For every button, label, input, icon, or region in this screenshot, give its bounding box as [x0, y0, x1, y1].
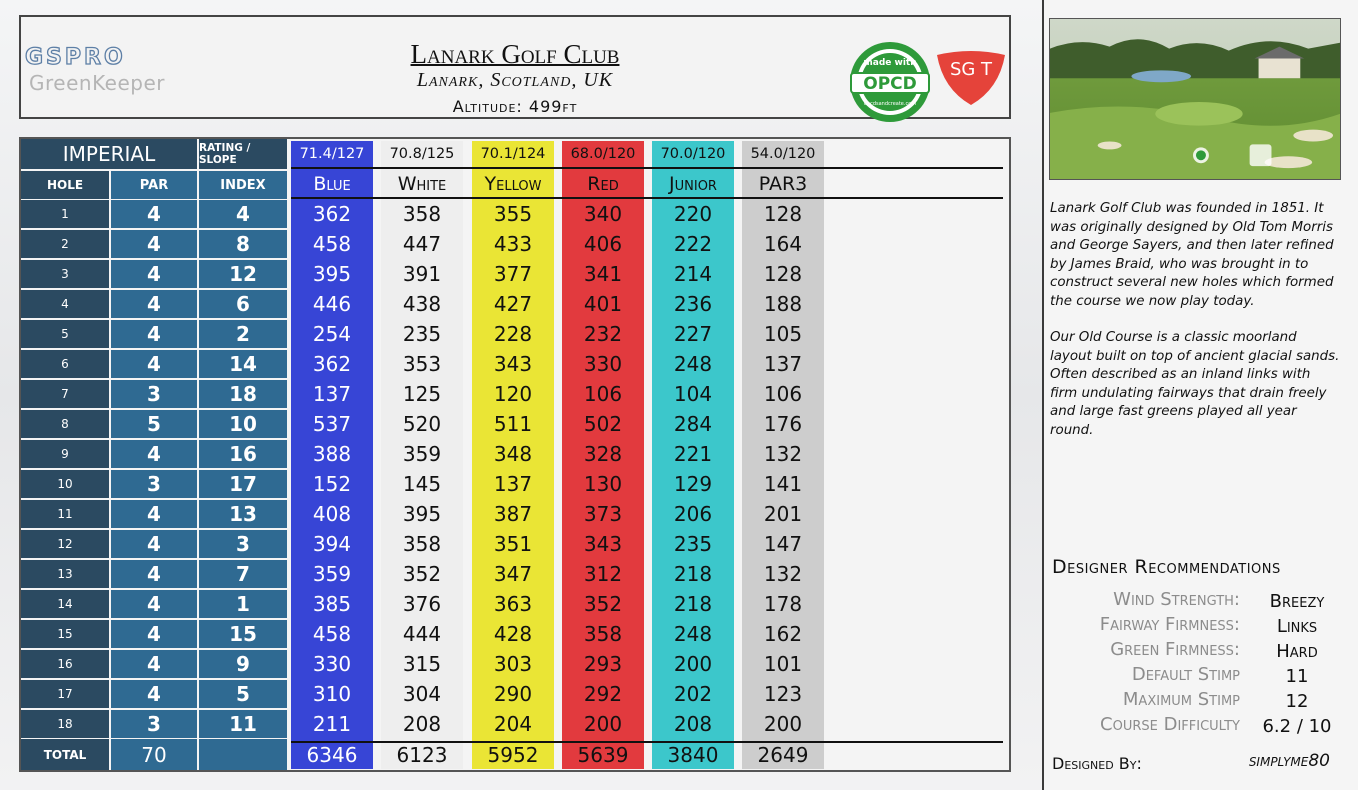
- tee-yardage: 208: [402, 712, 442, 736]
- hole-par: 4: [111, 260, 197, 288]
- tee-yardage: 458: [312, 232, 352, 256]
- tee-total-yardage: 2649: [757, 743, 809, 767]
- hole-par: 4: [111, 350, 197, 378]
- description-paragraph-1: Lanark Golf Club was founded in 1851. It was originally designed by Old Tom Morris and George Sayers, and then later refined by James Braid, who was brought in to construct several new holes which formed the course we now play today.: [1050, 201, 1334, 309]
- tee-yardage: 130: [583, 472, 623, 496]
- tee-yardage: 358: [402, 202, 442, 226]
- tee-yardage: 218: [673, 592, 713, 616]
- tee-yardage: 340: [583, 202, 623, 226]
- course-altitude: Altitude: 499ft: [452, 97, 578, 116]
- hole-number: 3: [21, 260, 109, 288]
- tee-name: Blue: [313, 173, 351, 195]
- hole-number: 8: [21, 410, 109, 438]
- tee-yardage: 362: [312, 202, 352, 226]
- tee-name: White: [397, 173, 447, 195]
- sgt-logo-text: SG T: [949, 59, 993, 80]
- opcd-badge-top: made with: [863, 58, 917, 68]
- tee-yardage: 358: [402, 532, 442, 556]
- hole-number: 9: [21, 440, 109, 468]
- tee-rating-slope: 70.1/124: [472, 141, 554, 167]
- hole-par: 4: [111, 320, 197, 348]
- tee-yardage: 520: [402, 412, 442, 436]
- tee-yardage: 330: [312, 652, 352, 676]
- hole-index: 15: [199, 620, 287, 648]
- tee-yardage: 128: [763, 262, 803, 286]
- tee-yardage: 328: [583, 442, 623, 466]
- tee-yardage: 164: [763, 232, 803, 256]
- tee-yardage: 355: [493, 202, 533, 226]
- hole-par: 3: [111, 380, 197, 408]
- opcd-badge-icon: [847, 39, 933, 125]
- hole-index: 14: [199, 350, 287, 378]
- tee-name: Junior: [669, 173, 717, 195]
- greenkeeper-logo-text: GreenKeeper: [29, 71, 166, 95]
- tee-yardage: 388: [312, 442, 352, 466]
- hole-number: 15: [21, 620, 109, 648]
- hole-par: 4: [111, 530, 197, 558]
- hole-number: 5: [21, 320, 109, 348]
- tee-yardage: 235: [402, 322, 442, 346]
- tee-yardage: 221: [673, 442, 713, 466]
- hole-par: 4: [111, 200, 197, 228]
- tee-name: Yellow: [484, 173, 542, 195]
- tee-yardage: 248: [673, 622, 713, 646]
- course-preview-image: [1049, 18, 1341, 180]
- tee-yardage: 352: [402, 562, 442, 586]
- hole-number: 10: [21, 470, 109, 498]
- hole-index: 10: [199, 410, 287, 438]
- recommendation-value: Links: [1276, 616, 1318, 637]
- tee-yardage: 211: [312, 712, 352, 736]
- par-header: PAR: [111, 171, 197, 199]
- recommendations-title: Designer Recommendations: [1052, 556, 1281, 578]
- tee-yardage: 376: [402, 592, 442, 616]
- tee-yardage: 200: [583, 712, 623, 736]
- total-label: TOTAL: [21, 739, 109, 770]
- tee-yardage: 128: [763, 202, 803, 226]
- tee-yardage: 235: [673, 532, 713, 556]
- tee-total-yardage: 6346: [306, 743, 358, 767]
- hole-index: 12: [199, 260, 287, 288]
- tee-total-yardage: 5952: [487, 743, 539, 767]
- tee-yardage: 377: [493, 262, 533, 286]
- hole-index: 3: [199, 530, 287, 558]
- tee-yardage: 200: [763, 712, 803, 736]
- tee-yardage: 447: [402, 232, 442, 256]
- tee-yardage: 202: [673, 682, 713, 706]
- tee-yardage: 408: [312, 502, 352, 526]
- tee-yardage: 129: [673, 472, 713, 496]
- tee-header-bottom-line: [291, 197, 1003, 199]
- course-info-panel: [1042, 0, 1358, 790]
- recommendation-value: Breezy: [1269, 591, 1325, 612]
- tee-yardage: 220: [673, 202, 713, 226]
- tee-yardage: 201: [763, 502, 803, 526]
- tee-yardage: 351: [493, 532, 533, 556]
- tee-column: [562, 169, 644, 769]
- tee-yardage: 208: [673, 712, 713, 736]
- hole-par: 4: [111, 650, 197, 678]
- tee-yardage: 222: [673, 232, 713, 256]
- hole-par: 4: [111, 590, 197, 618]
- tee-yardage: 446: [312, 292, 352, 316]
- hole-par: 4: [111, 560, 197, 588]
- hole-par: 4: [111, 440, 197, 468]
- hole-number: 7: [21, 380, 109, 408]
- tee-total-yardage: 5639: [577, 743, 629, 767]
- tee-yardage: 537: [312, 412, 352, 436]
- gspro-logo: GSPRO: [25, 45, 126, 70]
- hole-index: 18: [199, 380, 287, 408]
- tee-yardage: 427: [493, 292, 533, 316]
- hole-index: 4: [199, 200, 287, 228]
- tee-total-yardage: 3840: [667, 743, 719, 767]
- tee-column: [381, 169, 463, 769]
- tee-column: [291, 169, 373, 769]
- hole-number: 11: [21, 500, 109, 528]
- tee-yardage: 227: [673, 322, 713, 346]
- tee-yardage: 137: [493, 472, 533, 496]
- tee-yardage: 293: [583, 652, 623, 676]
- tee-yardage: 347: [493, 562, 533, 586]
- tee-yardage: 428: [493, 622, 533, 646]
- tee-yardage: 125: [402, 382, 442, 406]
- hole-index: 8: [199, 230, 287, 258]
- tee-yardage: 362: [312, 352, 352, 376]
- tee-yardage: 254: [312, 322, 352, 346]
- tee-yardage: 204: [493, 712, 533, 736]
- tee-header-top-line: [291, 167, 1003, 169]
- recommendation-label: Fairway Firmness:: [1099, 614, 1240, 635]
- opcd-badge-url: opcdsandcreate.com: [863, 101, 917, 107]
- tee-column: [652, 169, 734, 769]
- tee-yardage: 290: [493, 682, 533, 706]
- hole-par: 4: [111, 230, 197, 258]
- tee-yardage: 105: [763, 322, 803, 346]
- description-paragraph-2: Our Old Course is a classic moorland layout built on top of ancient glacial sands. Often described as an inland links with firm undulating fairways that drain freely and large fast greens played all year round.: [1050, 330, 1340, 438]
- tee-column: [742, 169, 824, 769]
- recommendation-label: Course Difficulty: [1100, 714, 1240, 735]
- tee-rating-slope: 68.0/120: [562, 141, 644, 167]
- recommendation-label: Wind Strength:: [1113, 589, 1240, 610]
- tee-yardage: 284: [673, 412, 713, 436]
- tee-rating-slope: 54.0/120: [742, 141, 824, 167]
- tee-yardage: 353: [402, 352, 442, 376]
- course-title: Lanark Golf Club: [410, 39, 620, 69]
- tee-yardage: 141: [763, 472, 803, 496]
- tee-yardage: 511: [493, 412, 533, 436]
- tee-yardage: 312: [583, 562, 623, 586]
- hole-number: 6: [21, 350, 109, 378]
- course-description: [1050, 200, 1340, 458]
- tee-yardage: 391: [402, 262, 442, 286]
- hole-par: 5: [111, 410, 197, 438]
- tee-rating-slope: 70.8/125: [381, 141, 463, 167]
- hole-par: 4: [111, 680, 197, 708]
- hole-index: 2: [199, 320, 287, 348]
- tee-yardage: 401: [583, 292, 623, 316]
- hole-index: 11: [199, 710, 287, 738]
- hole-header: HOLE: [21, 171, 109, 199]
- hole-index: 17: [199, 470, 287, 498]
- tee-total-yardage: 6123: [396, 743, 448, 767]
- scorecard-table: [19, 137, 1011, 772]
- tee-yardage: 101: [763, 652, 803, 676]
- hole-index: 5: [199, 680, 287, 708]
- tee-yardage: 303: [493, 652, 533, 676]
- tee-yardage: 359: [312, 562, 352, 586]
- tee-yardage: 292: [583, 682, 623, 706]
- tee-yardage: 343: [493, 352, 533, 376]
- tee-yardage: 387: [493, 502, 533, 526]
- index-header: INDEX: [199, 171, 287, 199]
- tee-yardage: 394: [312, 532, 352, 556]
- tee-yardage: 176: [763, 412, 803, 436]
- tee-yardage: 363: [493, 592, 533, 616]
- designer-name: simplyme80: [1248, 751, 1330, 771]
- tee-yardage: 341: [583, 262, 623, 286]
- tee-yardage: 123: [763, 682, 803, 706]
- tee-yardage: 406: [583, 232, 623, 256]
- tee-yardage: 132: [763, 562, 803, 586]
- tee-yardage: 315: [402, 652, 442, 676]
- sgt-logo-icon: [935, 49, 1007, 107]
- recommendation-value: Hard: [1276, 641, 1318, 662]
- tee-yardage: 106: [583, 382, 623, 406]
- hole-number: 17: [21, 680, 109, 708]
- hole-index: 13: [199, 500, 287, 528]
- tee-yardage: 236: [673, 292, 713, 316]
- tee-yardage: 358: [583, 622, 623, 646]
- tee-yardage: 310: [312, 682, 352, 706]
- recommendation-value: 11: [1285, 666, 1309, 687]
- tee-rating-slope: 70.0/120: [652, 141, 734, 167]
- tee-yardage: 132: [763, 442, 803, 466]
- tee-yardage: 188: [763, 292, 803, 316]
- hole-number: 1: [21, 200, 109, 228]
- tee-yardage: 373: [583, 502, 623, 526]
- tee-yardage: 502: [583, 412, 623, 436]
- rating-slope-label: RATING / SLOPE: [199, 139, 287, 169]
- recommendation-label: Maximum Stimp: [1122, 689, 1240, 710]
- hole-number: 14: [21, 590, 109, 618]
- hole-index: 7: [199, 560, 287, 588]
- tee-yardage: 232: [583, 322, 623, 346]
- hole-number: 16: [21, 650, 109, 678]
- tee-yardage: 120: [493, 382, 533, 406]
- tee-yardage: 152: [312, 472, 352, 496]
- tee-yardage: 385: [312, 592, 352, 616]
- hole-index: 1: [199, 590, 287, 618]
- tee-yardage: 248: [673, 352, 713, 376]
- hole-number: 12: [21, 530, 109, 558]
- course-location: Lanark, Scotland, UK: [416, 69, 614, 91]
- hole-par: 4: [111, 620, 197, 648]
- tee-yardage: 178: [763, 592, 803, 616]
- recommendation-value: 12: [1285, 691, 1309, 712]
- hole-number: 13: [21, 560, 109, 588]
- tee-yardage: 137: [312, 382, 352, 406]
- tee-yardage: 218: [673, 562, 713, 586]
- course-header: [19, 15, 1011, 119]
- tee-yardage: 458: [312, 622, 352, 646]
- opcd-badge-main: OPCD: [863, 74, 917, 94]
- hole-number: 18: [21, 710, 109, 738]
- designed-by-label: Designed By:: [1052, 754, 1142, 773]
- tee-yardage: 106: [763, 382, 803, 406]
- tee-yardage: 444: [402, 622, 442, 646]
- hole-index: 6: [199, 290, 287, 318]
- tee-yardage: 395: [402, 502, 442, 526]
- tee-yardage: 330: [583, 352, 623, 376]
- tee-yardage: 348: [493, 442, 533, 466]
- tee-yardage: 438: [402, 292, 442, 316]
- tee-yardage: 206: [673, 502, 713, 526]
- hole-index: 16: [199, 440, 287, 468]
- tee-yardage: 433: [493, 232, 533, 256]
- hole-index: 9: [199, 650, 287, 678]
- tee-yardage: 162: [763, 622, 803, 646]
- total-top-line: [291, 741, 1003, 743]
- hole-par: 4: [111, 290, 197, 318]
- hole-par: 3: [111, 710, 197, 738]
- tee-yardage: 104: [673, 382, 713, 406]
- tee-yardage: 147: [763, 532, 803, 556]
- tee-column: [472, 169, 554, 769]
- recommendation-label: Green Firmness:: [1110, 639, 1240, 660]
- total-par: 70: [111, 739, 197, 770]
- tee-yardage: 352: [583, 592, 623, 616]
- tee-name: PAR3: [758, 173, 808, 195]
- tee-yardage: 304: [402, 682, 442, 706]
- recommendation-value: 6.2 / 10: [1262, 716, 1332, 737]
- tee-yardage: 228: [493, 322, 533, 346]
- tee-yardage: 200: [673, 652, 713, 676]
- tee-yardage: 395: [312, 262, 352, 286]
- hole-par: 3: [111, 470, 197, 498]
- tee-yardage: 359: [402, 442, 442, 466]
- unit-label: IMPERIAL: [21, 139, 197, 169]
- hole-number: 4: [21, 290, 109, 318]
- recommendation-label: Default Stimp: [1131, 664, 1240, 685]
- tee-rating-slope: 71.4/127: [291, 141, 373, 167]
- hole-par: 4: [111, 500, 197, 528]
- tee-yardage: 137: [763, 352, 803, 376]
- tee-yardage: 343: [583, 532, 623, 556]
- hole-number: 2: [21, 230, 109, 258]
- tee-name: Red: [587, 173, 619, 195]
- tee-yardage: 214: [673, 262, 713, 286]
- total-index-blank: [199, 739, 287, 770]
- tee-yardage: 145: [402, 472, 442, 496]
